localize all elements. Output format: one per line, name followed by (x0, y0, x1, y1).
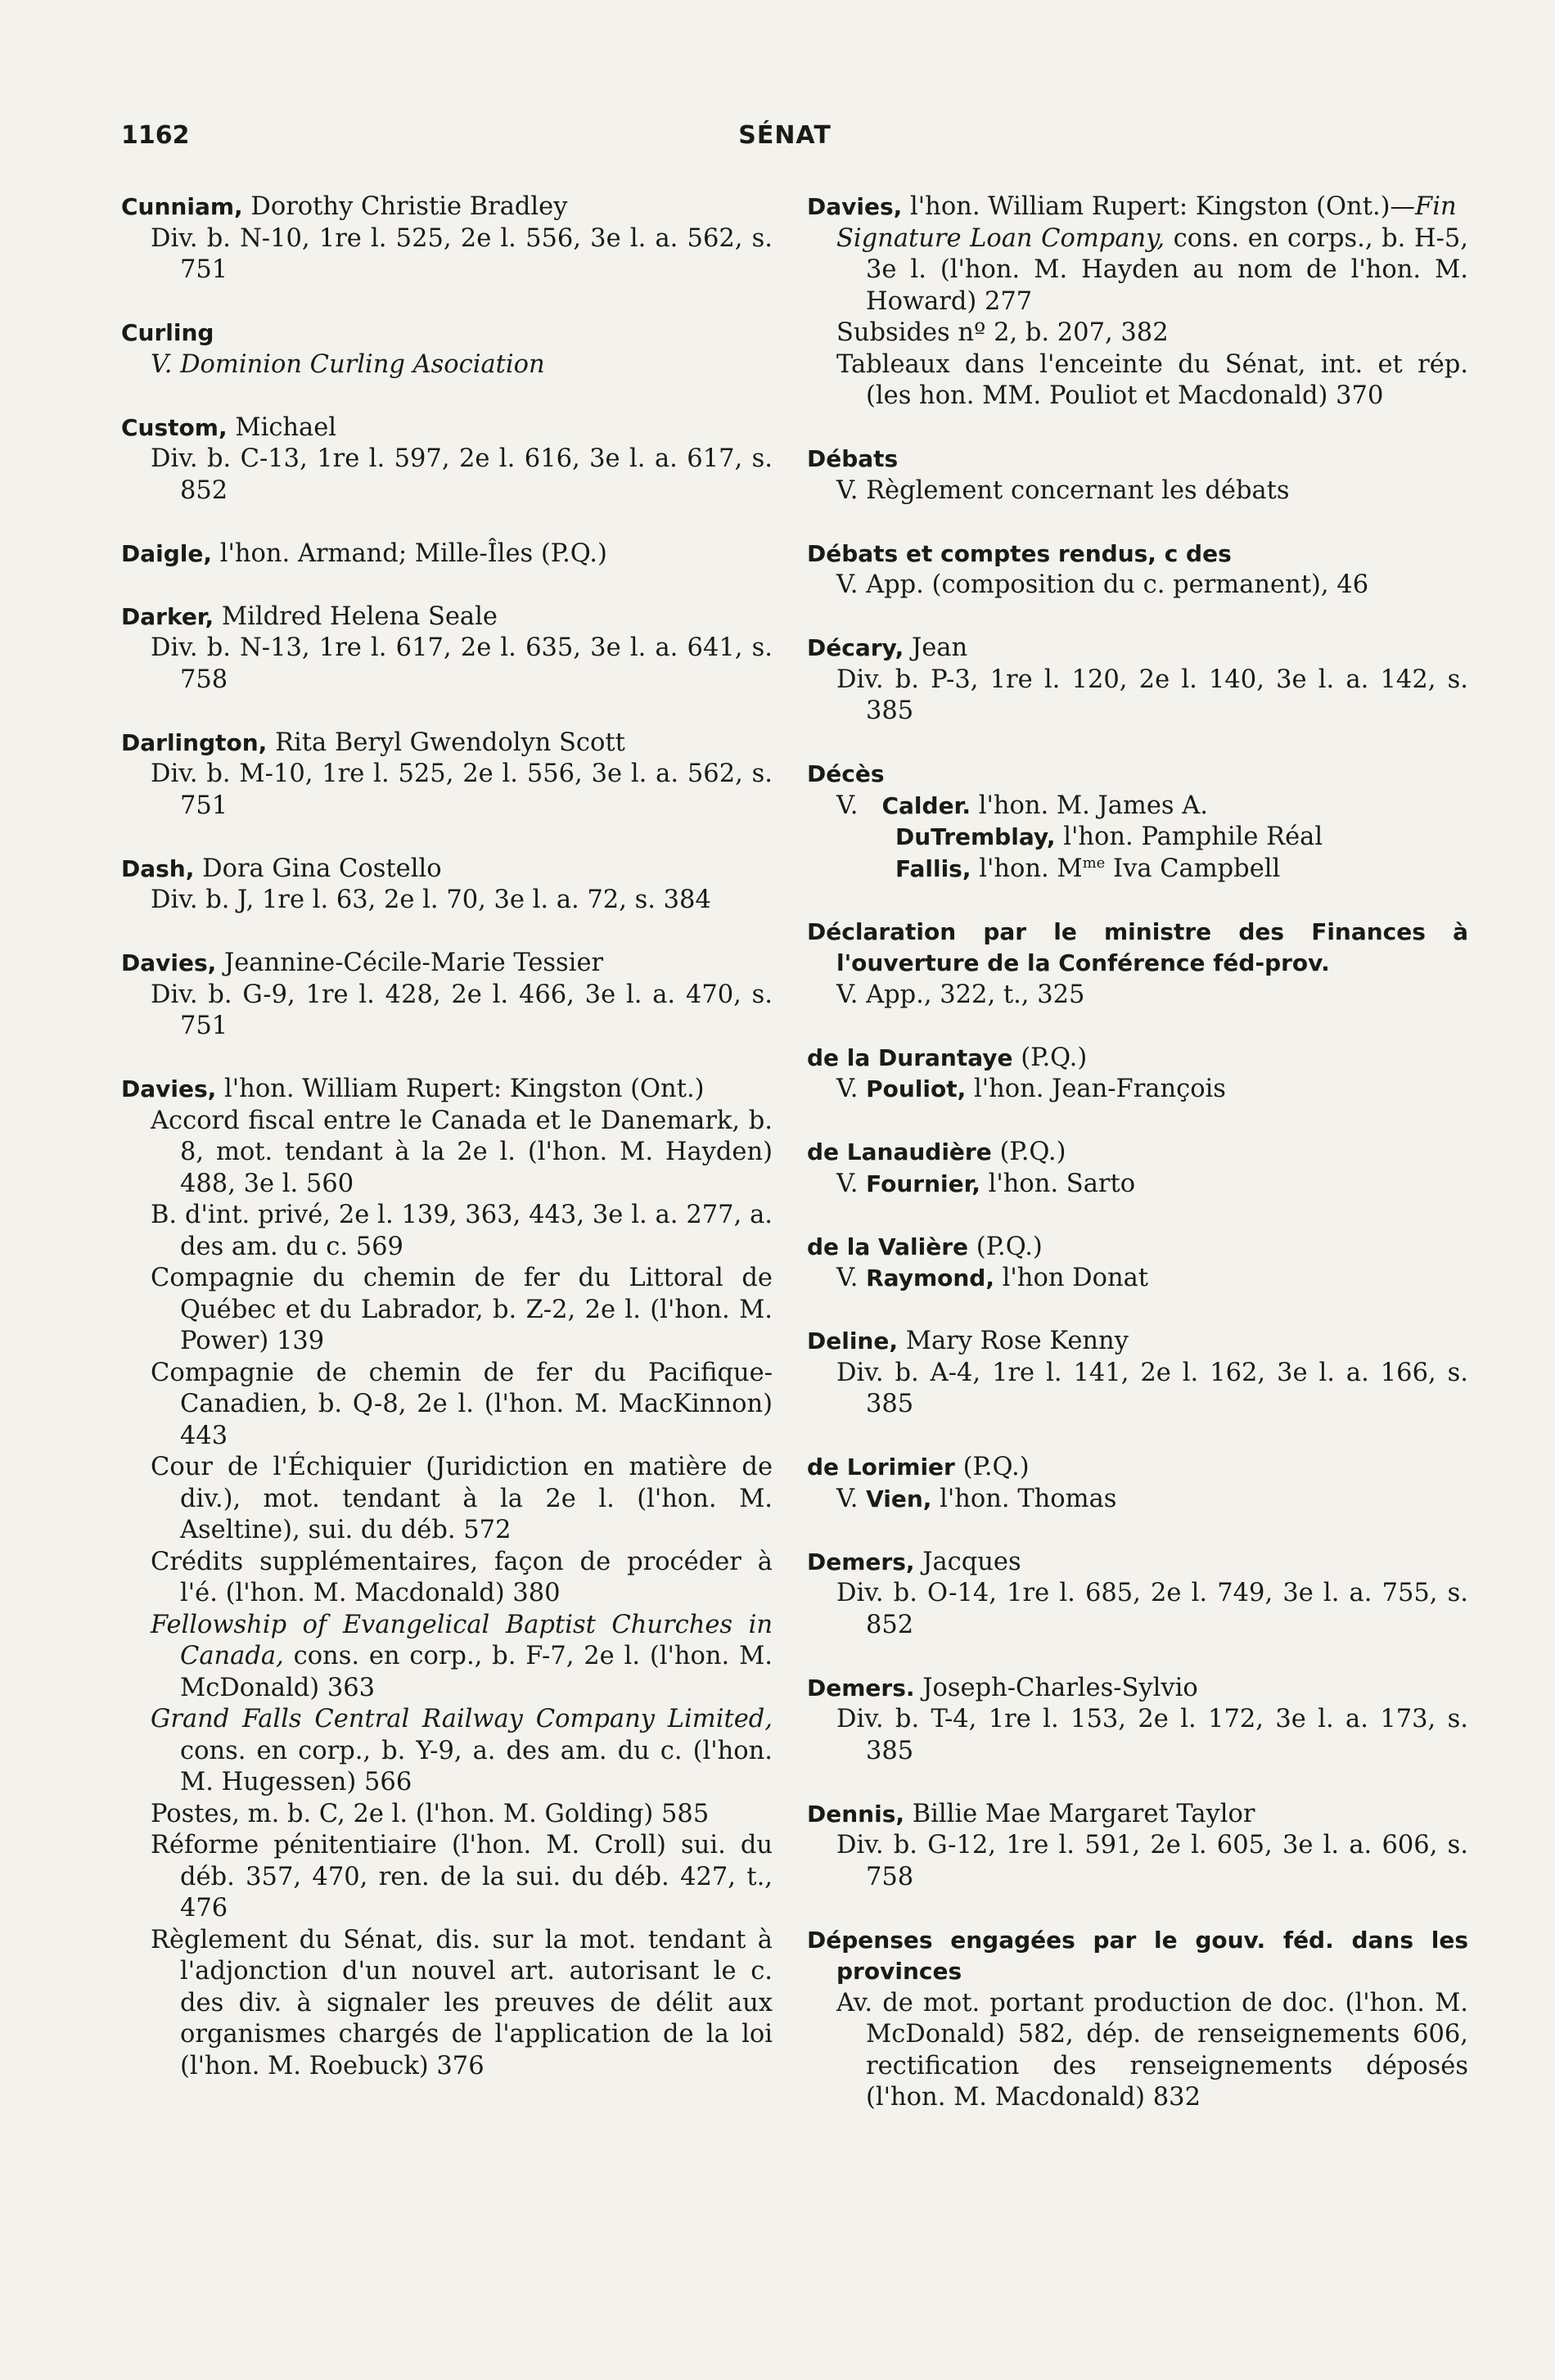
index-entry (807, 1452, 1468, 1515)
index-entry (121, 602, 773, 696)
entry-line: V. Règlement concernant les débats (836, 476, 1290, 505)
ref-text: l'hon. Pamphile Réal (1063, 823, 1323, 851)
entry-name: Billie Mae Margaret Taylor (912, 1799, 1255, 1828)
entry-italic-title: Grand Falls Central Railway Company Limited, (151, 1705, 773, 1733)
entry-name: l'hon. Armand; Mille-Îles (P.Q.) (219, 539, 607, 568)
entry-name: l'hon. William Rupert: Kingston (Ont.) (224, 1075, 705, 1103)
entry-line: Subsides nº 2, b. 207, 382 (836, 318, 1169, 347)
ref-text: l'hon. Jean-François (973, 1075, 1226, 1103)
index-entry (807, 444, 1468, 507)
ref-superscript: me (1082, 854, 1106, 872)
entry-line: Crédits supplémentaires, façon de procéder à l'é. (l'hon. M. Macdonald) 380 (151, 1547, 773, 1607)
entry-name: Mildred Helena Seale (221, 602, 498, 631)
ref-name: Fournier, (866, 1170, 980, 1197)
entry-line: Div. b. P-3, 1re l. 120, 2e l. 140, 3e l. a. 142, s. 385 (836, 665, 1468, 725)
entry-name (910, 192, 1457, 221)
entry-line (807, 1484, 1468, 1516)
ref-name: Calder. (881, 791, 971, 819)
entry-line: Réforme pénitentiaire (l'hon. M. Croll) sui. du déb. 357, 470, ren. de la sui. du déb. 427, t., 476 (151, 1831, 773, 1922)
page-number: 1162 (121, 121, 190, 150)
entry-line: V. Dominion Curling Asociation (151, 349, 545, 379)
entry-line: Av. de mot. portant production de doc. (l'hon. M. McDonald) 582, dép. de renseignements 606, rectification des renseignements déposés (l'hon. M. Macdonald) 832 (836, 1988, 1468, 2112)
index-entry (807, 192, 1468, 412)
entry-line: Div. b. N-13, 1re l. 617, 2e l. 635, 3e l. a. 641, s. 758 (151, 633, 773, 694)
entry-heading: Curling (121, 319, 214, 346)
entry-line (807, 791, 1468, 823)
entry-name: (P.Q.) (976, 1232, 1043, 1261)
entry-heading: Darlington, (121, 728, 268, 756)
ref-name: Fallis, (895, 854, 971, 882)
entry-heading: Davies, (807, 193, 903, 220)
entry-heading: de Lorimier (807, 1454, 955, 1481)
entry-line (807, 1074, 1468, 1106)
entry-heading: Demers. (807, 1674, 915, 1702)
entry-name: (P.Q.) (962, 1453, 1030, 1481)
entry-line: Div. b. G-9, 1re l. 428, 2e l. 466, 3e l. a. 470, s. 751 (151, 980, 773, 1040)
entry-heading: Cunniam, (121, 193, 243, 220)
entry-heading: Darker, (121, 602, 214, 630)
entry-heading: de la Durantaye (807, 1044, 1013, 1071)
entry-heading: Dash, (121, 854, 195, 882)
ref-text: l'hon. Thomas (940, 1484, 1117, 1513)
index-entry (807, 1137, 1468, 1200)
entry-line: Accord fiscal entre le Canada et le Danemark, b. 8, mot. tendant à la 2e l. (l'hon. M. Hayden) 488, 3e l. 560 (151, 1106, 773, 1198)
right-column (807, 192, 1468, 2145)
entry-heading: Déclaration par le ministre des Finances à l'ouverture de la Conférence féd-prov. (807, 917, 1468, 976)
index-entry (121, 539, 773, 570)
entry-heading: Custom, (121, 413, 228, 441)
entry-line (807, 854, 1468, 886)
entry-heading: de la Valière (807, 1233, 969, 1260)
entry-line (807, 822, 1468, 854)
entry-name: Joseph-Charles-Sylvio (922, 1673, 1198, 1702)
index-entry (807, 633, 1468, 728)
entry-line: Cour de l'Échiquier (Juridiction en matière de div.), mot. tendant à la 2e l. (l'hon. M. Aseltine), sui. du déb. 572 (151, 1453, 773, 1544)
entry-line: Div. b. N-10, 1re l. 525, 2e l. 556, 3e l. a. 562, s. 751 (151, 223, 773, 284)
entry-line: Div. b. C-13, 1re l. 597, 2e l. 616, 3e l. a. 617, s. 852 (151, 444, 773, 505)
entry-line (807, 1263, 1468, 1295)
entry-heading: Débats (807, 445, 899, 472)
page-title: SÉNAT (738, 121, 832, 150)
entry-heading: Deline, (807, 1327, 898, 1355)
entry-text: cons. en corps., b. H-5, 3e l. (l'hon. M. Hayden au nom de l'hon. M. Howard) 277 (866, 223, 1468, 316)
index-entry (807, 759, 1468, 885)
entry-heading: Décary, (807, 634, 904, 661)
index-entry (807, 1043, 1468, 1106)
index-entry (121, 728, 773, 823)
entry-line: V. App., 322, t., 325 (836, 980, 1085, 1009)
index-entry (807, 1799, 1468, 1894)
ref-name: DuTremblay, (895, 823, 1056, 850)
ref-text: l'hon. Sarto (988, 1169, 1136, 1198)
entry-name: Jeannine-Cécile-Marie Tessier (224, 949, 604, 977)
left-column (121, 192, 773, 2114)
entry-line: Règlement du Sénat, dis. sur la mot. tendant à l'adjonction d'un nouvel art. autorisant le c. des div. à signaler les preuves de délit aux organismes chargés de l'application de la loi (l'hon. M. Roebuck) 376 (151, 1925, 773, 2080)
entry-name: Mary Rose Kenny (905, 1327, 1129, 1355)
ref-text: l'hon Donat (1002, 1264, 1149, 1292)
ref-name: Vien, (866, 1485, 932, 1512)
entry-line: Tableaux dans l'enceinte du Sénat, int. et rép. (les hon. MM. Pouliot et Macdonald) 370 (836, 349, 1468, 410)
see-ref: V. (836, 1075, 859, 1103)
entry-line: B. d'int. privé, 2e l. 139, 363, 443, 3e l. a. 277, a. des am. du c. 569 (151, 1201, 773, 1261)
index-entry (807, 1547, 1468, 1642)
entry-line: Div. b. A-4, 1re l. 141, 2e l. 162, 3e l. a. 166, s. 385 (836, 1358, 1468, 1418)
entry-name: Jacques (922, 1547, 1021, 1576)
entry-name: Michael (235, 412, 337, 442)
entry-fin: Fin (1415, 192, 1457, 221)
entry-line: Div. b. M-10, 1re l. 525, 2e l. 556, 3e l. a. 562, s. 751 (151, 760, 773, 820)
entry-line: Compagnie du chemin de fer du Littoral de Québec et du Labrador, b. Z-2, 2e l. (l'hon. M. Power) 139 (151, 1264, 773, 1355)
ref-name: Raymond, (866, 1264, 994, 1291)
ref-text: l'hon. M. James A. (978, 791, 1208, 820)
entry-line: Div. b. O-14, 1re l. 685, 2e l. 749, 3e l. a. 755, s. 852 (836, 1579, 1468, 1639)
entry-text: cons. en corp., b. Y-9, a. des am. du c. (l'hon. M. Hugessen) 566 (180, 1736, 773, 1796)
entry-line (121, 1610, 773, 1705)
ref-name: Pouliot, (866, 1075, 967, 1102)
entry-heading: Débats et comptes rendus, c des (807, 539, 1232, 567)
entry-name: Jean (912, 633, 968, 662)
entry-italic-title: Signature Loan Company, (836, 223, 1165, 253)
page-header (121, 121, 1449, 162)
see-ref: V. (836, 791, 859, 820)
entry-line (807, 223, 1468, 318)
index-entry (121, 412, 773, 507)
entry-line: Compagnie de chemin de fer du Pacifique-Canadien, b. Q-8, 2e l. (l'hon. M. MacKinnon) 443 (151, 1358, 773, 1450)
index-entry (121, 854, 773, 917)
index-entry (121, 948, 773, 1043)
index-entry (807, 1326, 1468, 1421)
entry-heading: de Lanaudière (807, 1138, 992, 1165)
entry-heading: Davies, (121, 1075, 217, 1102)
ref-text: Iva Campbell (1113, 854, 1281, 883)
entry-text: cons. en corp., b. F-7, 2e l. (l'hon. M. McDonald) 363 (180, 1642, 773, 1702)
entry-heading: Dennis, (807, 1800, 904, 1828)
index-entry (807, 1673, 1468, 1768)
entry-heading: Décès (807, 760, 885, 787)
entry-heading: Dépenses engagées par le gouv. féd. dans les provinces (807, 1926, 1468, 1985)
entry-name: (P.Q.) (999, 1138, 1066, 1166)
entry-name-text: l'hon. William Rupert: Kingston (Ont.)— (910, 192, 1416, 221)
index-entry (807, 539, 1468, 602)
entry-heading: Davies, (121, 949, 217, 976)
index-entry (121, 1074, 773, 2082)
index-entry (807, 1925, 1468, 2114)
entry-name: Dora Gina Costello (202, 854, 442, 883)
entry-line: Postes, m. b. C, 2e l. (l'hon. M. Golding) 585 (151, 1799, 710, 1828)
index-entry (807, 1232, 1468, 1295)
entry-name: Dorothy Christie Bradley (250, 192, 568, 221)
index-entry (121, 318, 773, 381)
entry-line: Div. b. J, 1re l. 63, 2e l. 70, 3e l. a. 72, s. 384 (151, 886, 711, 914)
entry-line (807, 1169, 1468, 1201)
index-entry (121, 192, 773, 286)
entry-italic-title: Fellowship of Evangelical Baptist Churches in Canada, (151, 1610, 773, 1670)
ref-text: l'hon. M (979, 854, 1083, 883)
entry-heading: Demers, (807, 1548, 915, 1575)
see-ref: V. (836, 1169, 859, 1198)
entry-line: V. App. (composition du c. permanent), 46 (836, 570, 1369, 599)
see-ref: V. (836, 1264, 859, 1292)
entry-heading: Daigle, (121, 539, 213, 567)
entry-line (121, 1704, 773, 1799)
see-ref: V. (836, 1484, 859, 1513)
index-entry (807, 917, 1468, 1012)
entry-name: (P.Q.) (1021, 1043, 1088, 1072)
entry-line: Div. b. T-4, 1re l. 153, 2e l. 172, 3e l. a. 173, s. 385 (836, 1705, 1468, 1765)
entry-name: Rita Beryl Gwendolyn Scott (275, 728, 625, 757)
entry-line: Div. b. G-12, 1re l. 591, 2e l. 605, 3e l. a. 606, s. 758 (836, 1831, 1468, 1891)
